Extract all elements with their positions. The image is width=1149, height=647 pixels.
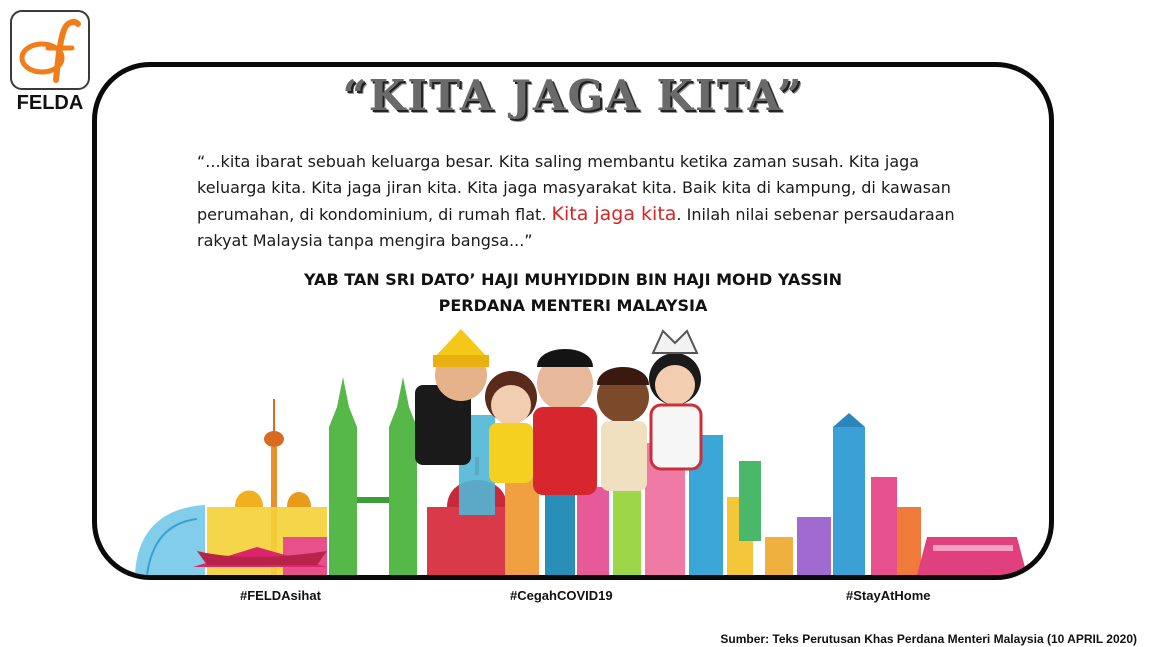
page-title: “KITA JAGA KITA”: [342, 71, 804, 120]
quote-part-2: . Inilah nilai sebenar persaudaraan rakyat Malaysia tanpa mengira bangsa...”: [197, 205, 955, 250]
felda-logo: [10, 10, 90, 118]
felda-logo-text: FELDA: [16, 92, 84, 114]
felda-f-icon: [12, 12, 88, 88]
speaker-name: YAB TAN SRI DATO’ HAJI MUHYIDDIN BIN HAJI MOHD YASSIN: [304, 270, 842, 289]
hashtag-feldasihat: #FELDAsihat: [240, 588, 321, 603]
quote-highlight: Kita jaga kita: [551, 203, 677, 225]
malaysia-skyline-illustration: [97, 67, 1049, 575]
felda-logo-mark: [10, 10, 90, 90]
quote-part-1: “...kita ibarat sebuah keluarga besar. Kita saling membantu ketika zaman susah. Kita jaga keluarga kita. Kita jaga jiran kita. Kita jaga masyarakat kita. Baik kita di kampung, di kawasan perumahan, di kondominium, di rumah flat.: [197, 152, 951, 224]
quote-card: [92, 62, 1054, 580]
hashtag-stayathome: #StayAtHome: [846, 588, 931, 603]
source-credit: Sumber: Teks Perutusan Khas Perdana Menteri Malaysia (10 APRIL 2020): [720, 632, 1137, 646]
hashtag-cegahcovid19: #CegahCOVID19: [510, 588, 613, 603]
speaker-role: PERDANA MENTERI MALAYSIA: [438, 296, 708, 315]
